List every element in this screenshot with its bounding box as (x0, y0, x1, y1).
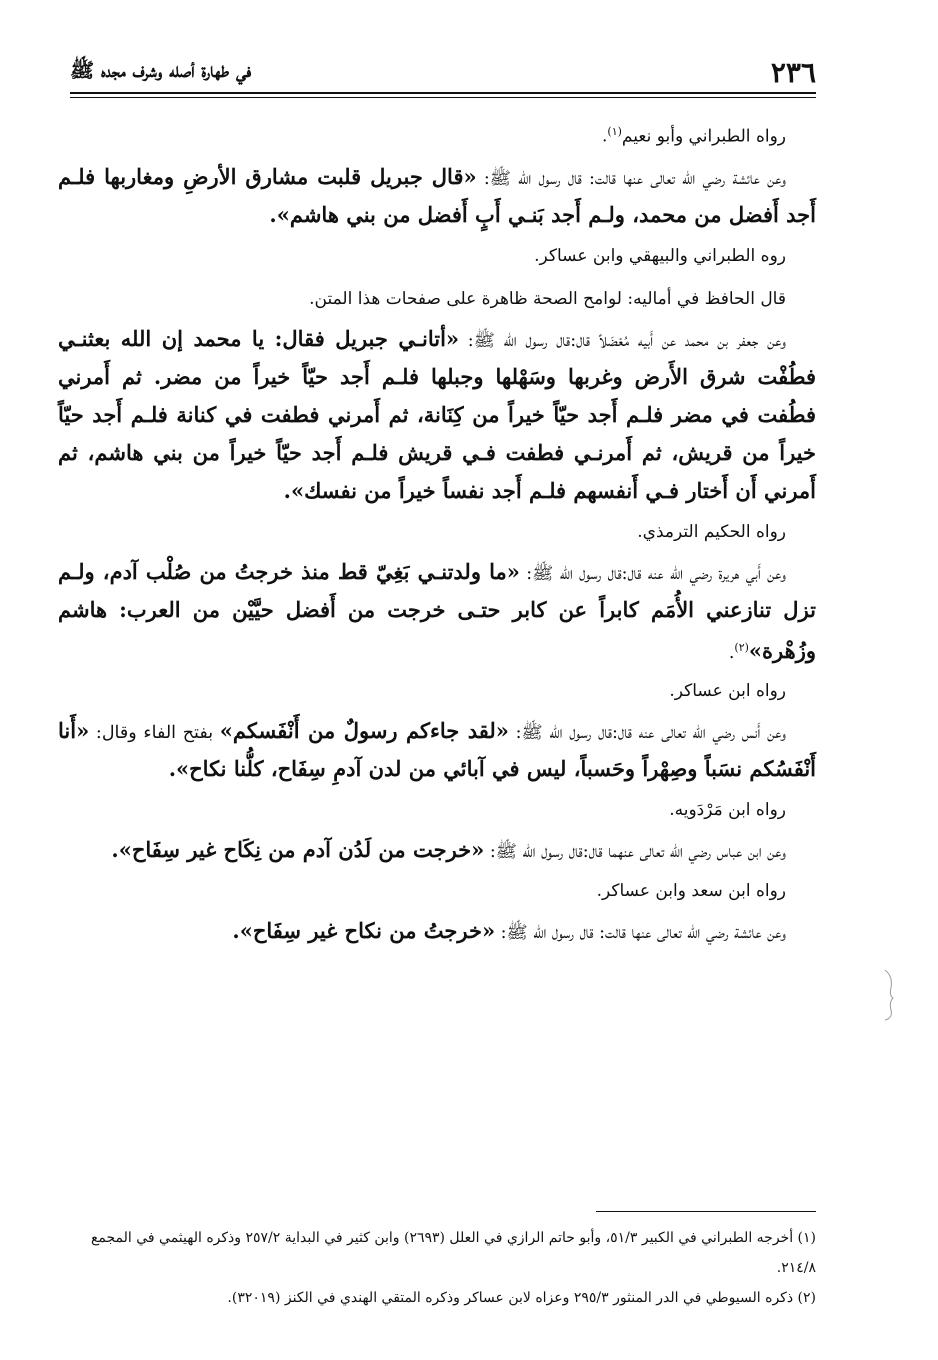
narration-intro: وعن عائشة رضي الله تعالى عنها قالت: قال رسول الله ﷺ: (476, 168, 786, 189)
footnote-ref-2: (٢) (734, 640, 749, 654)
narration-intro: وعن أَبي هريرة رضي الله عنه قال:قال رسول الله ﷺ: (519, 563, 786, 584)
footnote-2: (٢) ذكره السيوطي في الدر المنثور ٢٩٥/٣ وعزاه لابن عساكر وذكره المتقي الهندي في الكنز (٣٢٠١٩). (227, 1290, 816, 1306)
footnote-ref-1: (١) (607, 125, 622, 138)
period: . (602, 126, 608, 147)
hadith-paragraph (58, 832, 816, 870)
footnote-rule (596, 1211, 816, 1212)
quran-quote: «لقد جاءكم رسولٌ من أَنْفَسكم» (219, 718, 509, 744)
narration-intro: وعن عائشة رضي الله تعالى عنها قالت: قال رسول الله ﷺ: (495, 923, 786, 944)
hadith-text: «قال جبريل قلبت مشارق الأرضِ ومغاربها فلـم أَجد أَفضل من محمد، ولـم أَجد بَنـي أَبٍ أَفضل من بني هاشم». (58, 163, 816, 227)
hadith-paragraph (58, 159, 816, 235)
source-line: رواه ابن سعد وابن عساكر. (596, 881, 786, 902)
narration-intro: وعن أَنس رضي الله تعالى عنه قال:قال رسول الله ﷺ: (508, 723, 786, 744)
running-title: في طهارة أصله وشرف مجده ﷺ (70, 57, 252, 82)
source-line: روه الطبراني والبيهقي وابن عساكر. (534, 245, 786, 266)
margin-bracket-mark (882, 968, 896, 1022)
hadith-paragraph (58, 554, 816, 671)
hadith-text: «خرجت من لَدُن آدم من نِكَاح غير سِفَاح». (111, 837, 485, 863)
narration-intro: وعن ابن عباس رضي الله تعالى عنهما قال:قال رسول الله ﷺ: (484, 842, 786, 863)
header-rule (70, 92, 816, 94)
period: . (728, 642, 735, 663)
hadith-paragraph (58, 913, 816, 951)
source-line: رواه ابن عساكر. (669, 681, 786, 702)
page-header (70, 52, 816, 92)
footnotes (58, 1223, 816, 1313)
source-line (58, 110, 816, 159)
hadith-text: «خرجتُ من نكاح غير سِفَاح». (232, 918, 496, 944)
page-number: ٢٣٦ (770, 55, 816, 89)
hadith-text: «أَنا أَنْفَسُكم نسَباً وصِهْراً وحَسباً، ليس في آبائي من لدن آدمِ سِفَاح، كلُّنا نكاح». (58, 718, 816, 782)
source-text: رواه الطبراني وأبو نعيم (621, 126, 786, 147)
header-rule-thin (70, 97, 816, 98)
footnote-1: (١) أخرجه الطبراني في الكبير ٥١/٣، وأبو حاتم الرازي في العلل (٢٦٩٣) وابن كثير في البداية ٢٥٧/٢ وذكره الهيثمي في المجمع ٢١٤/٨. (90, 1230, 816, 1276)
source-line: رواه الحكيم الترمذي. (637, 521, 786, 542)
source-line: رواه ابن مَرْدَويه. (669, 800, 786, 821)
hadith-paragraph (58, 321, 816, 511)
hadith-text: «ما ولدتنـي بَغِيّ قط منذ خرجتُ من صُلْب آدم، ولـم تزل تنازعني الأُمَم كابراً عن كابر حتـى خرجت من أَفضل حيَّيْن من العرب: هاشم وزُهْرة» (58, 558, 817, 663)
narration-mid: بفتح الفاء وقال: (89, 723, 220, 744)
hadith-text: «أتانـي جبريل فقال: يا محمد إن الله بعثنـي فطُفْت شرق الأَرض وغربها وسَهْلها وجبلها فلـم أَجد حيّاً خيراً من مضر. ثم أَمرني فطُفت في مضر فلـم أَجد حيّاً خيراً من كِنَانة، ثم أَمرني فطفت في كنانة فلـم أَجد حيّاً خيراً من قريش، ثم أَمرنـي فطفت فـي قريش فلـم أَجد حيّاً خيراً من بني هاشم، ثم أَمرني أَن أَختار فـي أَنفسهم فلـم أَجد نفساً خيراً من نفسك». (58, 325, 816, 503)
main-text (58, 110, 816, 951)
scholar-note: قال الحافظ في أماليه: لوامح الصحة ظاهرة على صفحات هذا المتن. (309, 288, 786, 309)
hadith-paragraph (58, 713, 816, 789)
narration-intro: وعن جعفر بن محمد عن أَبيه مُعْضَلاً قال:قال رسول الله ﷺ: (459, 330, 786, 351)
